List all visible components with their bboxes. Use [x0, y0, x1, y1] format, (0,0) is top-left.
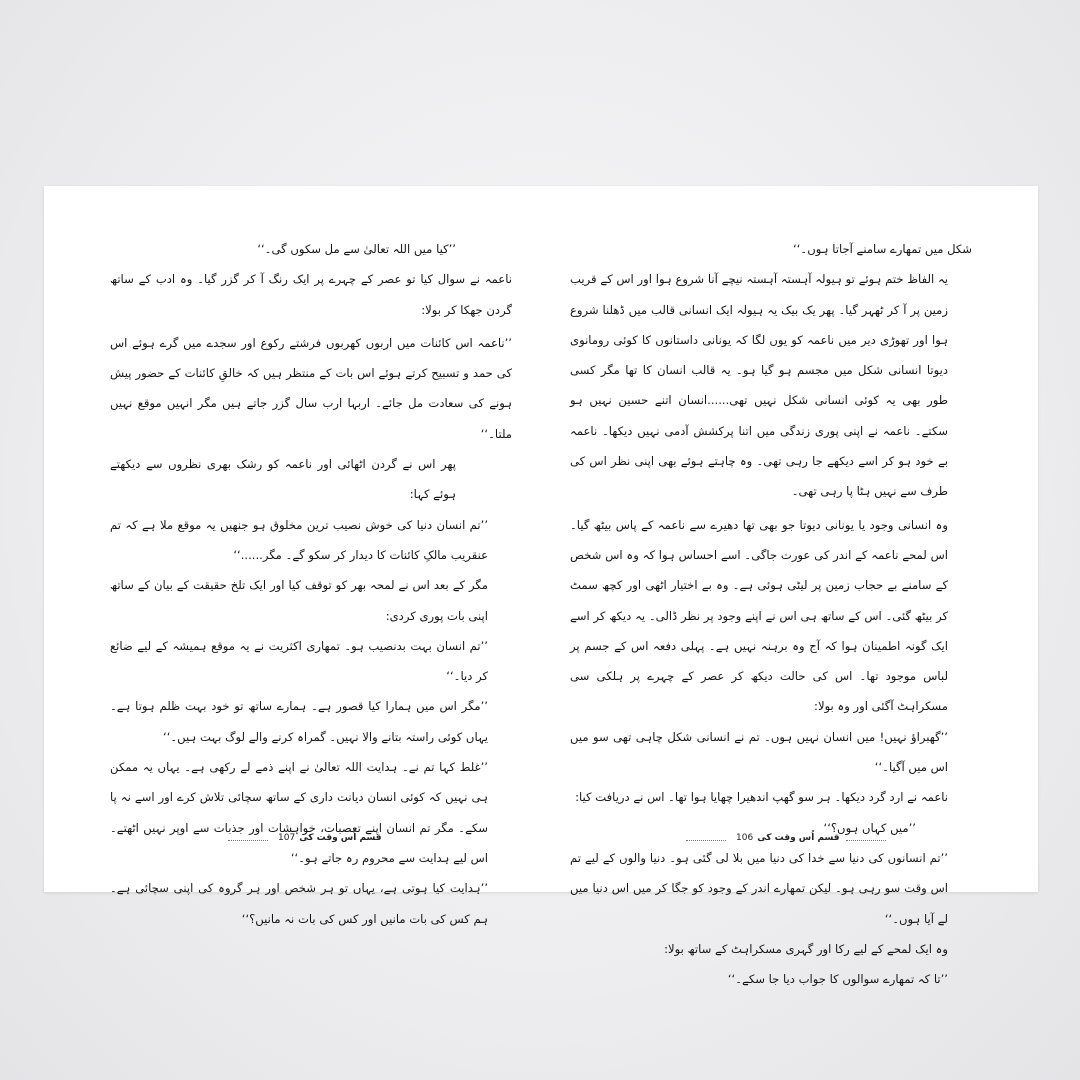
paragraph: مگر کے بعد اس نے لمحہ بھر کو توقف کیا اور ایک تلخ حقیقت کے بیان کے ساتھ اپنی بات پوری کردی: [110, 578, 488, 623]
running-title: قسم اُس وقت کی [757, 833, 840, 843]
paragraph: ’’غلط کہا تم نے۔ ہدایت اللہ تعالیٰ نے اپنے ذمے لے رکھی ہے۔ یہاں یہ ممکن ہی نہیں کہ کوئی انسان دیانت داری کے ساتھ سچائی تلاش کرے اور اسے نہ پا سکے۔ مگر تم انسان اپنے تعصبات، خواہشات اور جذبات سے اوپر نہیں اٹھتے۔ اس لیے ہدایت سے محروم رہ جاتے ہو۔‘‘ [110, 760, 488, 865]
right-page-text [570, 234, 972, 987]
paragraph: ناعمہ نے ارد گرد دیکھا۔ ہر سو گھپ اندھیرا چھایا ہوا تھا۔ اس نے دریافت کیا: [575, 790, 948, 805]
right-page-footer [680, 828, 892, 848]
paragraph: وہ انسانی وجود یا یونانی دیوتا جو بھی تھا دھیرے سے ناعمہ کے پاس بیٹھ گیا۔ اس لمحے ناعمہ کے اندر کی عورت جاگی۔ اسے احساس ہوا کہ وہ اس شخص کے سامنے بے حجاب زمین پر لیٹی ہوئی ہے۔ وہ بے اختیار اٹھی اور کچھ سمٹ کر بیٹھ گئی۔ اس کے ساتھ ہی اس نے اپنے وجود پر نظر ڈالی۔ یہ دیکھ کر اسے ایک گونہ اطمینان ہوا کہ آج وہ برہنہ نہیں ہے۔ پہلی دفعہ اس کے جسم پر لباس موجود تھا۔ اس کی حالت دیکھ کر عصر کے چہرے پر ہلکی سی مسکراہٹ آگئی اور وہ بولا: [570, 517, 948, 714]
left-page-text [110, 234, 512, 926]
paragraph: ’’مگر اس میں ہمارا کیا قصور ہے۔ ہمارے ساتھ تو خود بہت ظلم ہوتا ہے۔ یہاں کوئی راستہ بتانے والا نہیں۔ گمراہ کرنے والے لوگ بہت ہیں۔‘‘ [110, 699, 488, 744]
paragraph: ’’تم انسان بہت بدنصیب ہو۔ تمھاری اکثریت نے یہ موقع ہمیشہ کے لیے ضائع کر دیا۔‘‘ [110, 638, 488, 684]
footer-dots [686, 840, 726, 841]
paragraph: ’’گھبراؤ نہیں! میں انسان نہیں ہوں۔ تم نے انسانی شکل چاہی تھی سو میں اس میں آگیا۔‘‘ [570, 729, 948, 775]
book-spread [44, 186, 1038, 987]
paragraph: ’’کیا میں اللہ تعالیٰ سے مل سکوں گی۔‘‘ [257, 242, 456, 256]
paragraph: ’’میں کہاں ہوں؟‘‘ [823, 820, 916, 835]
paragraph: ’’تم انسان دنیا کی خوش نصیب ترین مخلوق ہو جنھیں یہ موقع ملا ہے کہ تم عنقریب مالکِ کائنات کا دیدار کر سکو گے۔ مگر......‘‘ [110, 517, 488, 562]
paragraph: ’’تم انسانوں کی دنیا سے خدا کی دنیا میں بلا لی گئی ہو۔ دنیا والوں کے لیے تم اس وقت سو رہی ہو۔ لیکن تمھارے اندر کے وجود کو جگا کر میں اس دنیا میں لے آیا ہوں۔‘‘ [570, 850, 948, 926]
page-number: 106 [736, 833, 754, 843]
paragraph: پھر اس نے گردن اٹھائی اور ناعمہ کو رشک بھری نظروں سے دیکھتے ہوئے کہا: [110, 457, 456, 502]
footer-dots [846, 840, 886, 841]
running-title: قسم اُس وقت کی [299, 833, 382, 843]
paragraph: ’’ہدایت کیا ہوتی ہے، یہاں تو ہر شخص اور ہر گروہ کی اپنی سچائی ہے۔ ہم کس کی بات مانیں اور کس کی بات نہ مانیں؟‘‘ [110, 881, 488, 926]
paragraph: ’’ناعمہ اس کائنات میں اربوں کھربوں فرشتے رکوع اور سجدے میں گرے ہوئے اس کی حمد و تسبیح کرتے ہوئے اس بات کے منتظر ہیں کہ خالقِ کائنات کے حضور پیش ہونے کی سعادت مل جائے۔ اربہا ارب سال گزر جاتے ہیں مگر انہیں موقع نہیں ملتا۔‘‘ [110, 335, 512, 441]
paragraph: وہ ایک لمحے کے لیے رکا اور گہری مسکراہٹ کے ساتھ بولا: [664, 941, 948, 956]
paragraph: ناعمہ نے سوال کیا تو عصر کے چہرے پر ایک رنگ آ کر گزر گیا۔ وہ ادب کے ساتھ گردن جھکا کر بولا: [110, 272, 512, 317]
paragraph: شکل میں تمھارے سامنے آجاتا ہوں۔‘‘ [793, 242, 972, 256]
paragraph: ’’تا کہ تمھارے سوالوں کا جواب دیا جا سکے۔‘‘ [727, 972, 948, 987]
paragraph: یہ الفاظ ختم ہوئے تو ہیولہ آہستہ آہستہ نیچے آنا شروع ہوا اور اس کے قریب زمین پر آ کر ٹھہر گیا۔ پھر یک بیک یہ ہیولہ ایک انسانی قالب میں ڈھلنا شروع ہوا اور تھوڑی دیر میں ناعمہ کو یوں لگا کہ یونانی داستانوں کا کوئی رومانوی دیوتا انسانی شکل میں مجسم ہو گیا ہو۔ یہ قالب انسان کا تھا مگر کسی طور بھی یہ کوئی انسانی شکل نہیں تھی......انسان اتنے حسین نہیں ہو سکتے۔ ناعمہ نے اپنی پوری زندگی میں اتنا پرکشش آدمی نہیں دیکھا۔ ناعمہ بے خود ہو کر اسے دیکھے جا رہی تھی۔ وہ چاہتے ہوئے بھی اپنی نظر اس کی طرف سے نہیں ہٹا پا رہی تھی۔ [570, 272, 948, 499]
footer-dots [228, 840, 268, 841]
left-page-footer [222, 828, 382, 848]
page-number: 107 [278, 833, 296, 843]
